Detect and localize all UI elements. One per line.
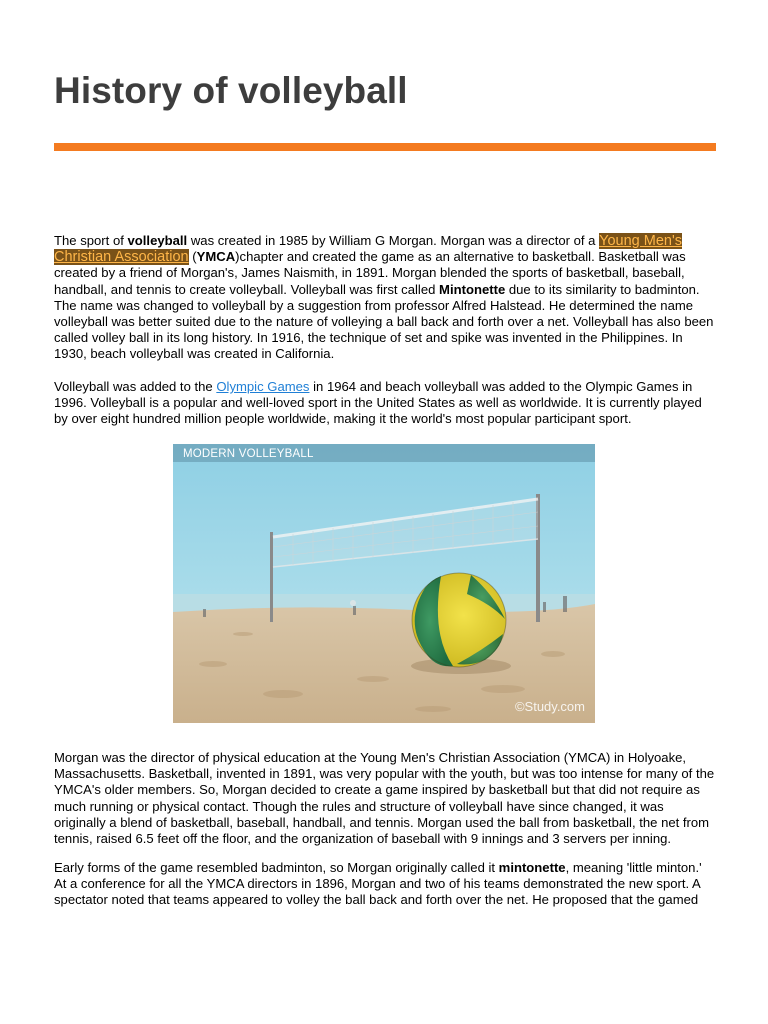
paragraph-origins: Morgan was the director of physical education at the Young Men's Christian Association (YMCA) in Holyoake, Massachusetts. Basketball, invented in 1891, was very popular with the youth, but was too intense for many of the YMCA's older members. So, Morgan decided to create a game inspired by basketball but that did not require as much running or physical contact. Though the rules and structure of volleyball have since changed, it was originally a blend of basketball, baseball, handball, and tennis. Morgan used the ball from basketball, the net from tennis, raised 6.5 feet off the floor, and the organization of baseball with 9 innings and 3 servers per inning. — [54, 750, 715, 847]
text-segment: Volleyball was added to the — [54, 379, 217, 394]
beach-volleyball-illustration — [173, 444, 595, 723]
text-segment: The sport of — [54, 233, 128, 248]
olympic-games-link[interactable]: Olympic Games — [216, 379, 310, 394]
text-segment: Early forms of the game resembled badminton, so Morgan originally called it — [54, 860, 499, 875]
image-watermark: ©Study.com — [514, 699, 585, 714]
image-caption-label: MODERN VOLLEYBALL — [183, 448, 314, 460]
beach-volleyball-image — [173, 444, 595, 723]
text-segment: due to its similarity to badminton. The name was changed to volleyball by a suggestion from professor Alfred Halstead. He determined the name volleyball was better suited due to the nature of volleying a ball back and forth over a net. Volleyball has also been called volley ball in its long history. In 1916, the technique of set and spike was invented in the Philippines. In 1930, beach volleyball was created in California. — [54, 281, 714, 362]
text-segment: , meaning 'little minton.' At a conference for all the YMCA directors in 1896, Morgan and two of his teams demonstrated the new sport. A spectator noted that teams appeared to volley the ball back and forth over the net. He proposed that the gamed — [54, 860, 702, 908]
text-segment: )chapter and created the game as an alternative to basketball. Basketball was created by a friend of Morgan's, James Naismith, in 1891. Morgan blended the sports of basketball, baseball, handball, and tennis to create volleyball. Volleyball was first called — [54, 249, 686, 297]
paragraph-intro — [54, 233, 716, 363]
paragraph-early-forms — [54, 860, 716, 909]
ymca-link[interactable]: Young Men's Christian Association — [54, 233, 682, 266]
paragraph-olympics — [54, 379, 716, 428]
title-underline — [54, 143, 716, 151]
page-title: History of volleyball — [54, 70, 408, 111]
bold-term-mintonette: mintonette — [498, 860, 566, 875]
bold-term-mintonette: Mintonette — [439, 281, 506, 297]
text-segment: in 1964 and beach volleyball was added to the Olympic Games in 1996. Volleyball is a popular and well-loved sport in the United States as well as worldwide. It is currently played by over eight hundred million people worldwide, making it the world's most popular participant sport. — [54, 379, 702, 427]
text-segment: ( — [188, 249, 197, 265]
bold-term-ymca: YMCA — [196, 249, 236, 265]
bold-term-volleyball: volleyball — [127, 233, 188, 248]
text-segment: was created in 1985 by William G Morgan. Morgan was a director of a — [187, 233, 600, 248]
